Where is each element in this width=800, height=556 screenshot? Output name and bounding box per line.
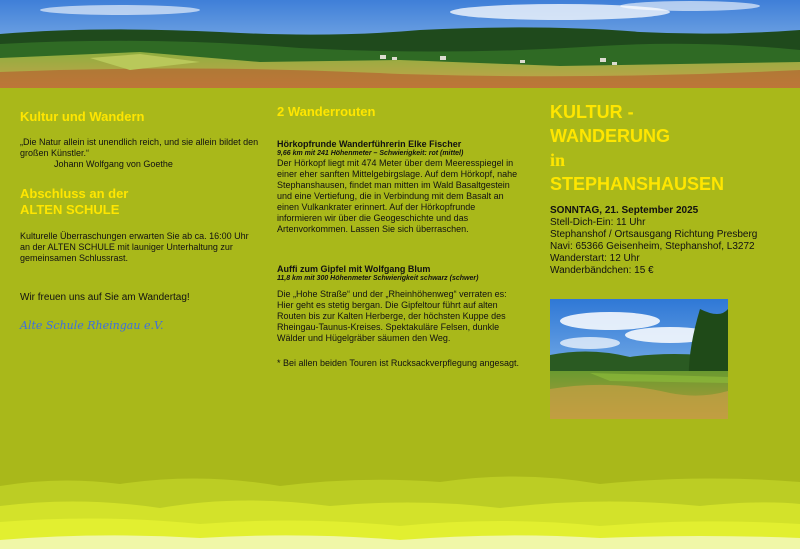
- info-wanderbaendchen: Wanderbändchen: 15 €: [550, 265, 654, 276]
- signature-alte-schule: Alte Schule Rheingau e.V.: [20, 319, 164, 332]
- title-wanderung: WANDERUNG: [550, 126, 670, 146]
- rucksack-note: * Bei allen beiden Touren ist Rucksackverpflegung angesagt.: [277, 358, 519, 368]
- abschluss-text: Kulturelle Überraschungen erwarten Sie ab ca. 16:00 Uhr an der ALTEN SCHULE mit launiger Unterhaltung zur gemeinsamen Schlussrast.: [20, 231, 249, 263]
- abschluss-heading-1: Abschluss an der: [20, 186, 129, 201]
- routes-heading: 2 Wanderrouten: [277, 104, 376, 119]
- goethe-quote: „Die Natur allein ist unendlich reich, und sie allein bildet den großen Künstler.“: [20, 137, 259, 158]
- bottom-mountain-decoration: [0, 446, 800, 556]
- route1-text: Der Hörkopf liegt mit 474 Meter über dem Meeresspiegel in einer eher sanften Mittelgebirgslage. Auf dem Hörkopf, nahe Stephanshausen, findet man mitten im Wald Basaltgestein und eine Vertiefung, die in Verbindung mit dem Basalt an einen Vulkankrater erinnert. Auf der Hörkopfrunde informieren wir über die Geogeschichte und das Artenvorkommen. Lassen Sie sich überraschen.: [277, 158, 518, 234]
- middle-column: [277, 88, 522, 369]
- route2-subtitle: 11,8 km mit 300 Höhenmeter Schwierigkeit schwarz (schwer): [277, 275, 479, 282]
- info-stephanshof: Stephanshof / Ortsausgang Richtung Presberg: [550, 229, 758, 240]
- route2-title: Auffi zum Gipfel mit Wolfgang Blum: [277, 264, 431, 274]
- route2-text: Die „Hohe Straße“ und der „Rheinhöhenweg“ verraten es: Hier geht es stetig bergan. Die Gipfeltour führt auf alten Routen bis zur Kalten Herberge, der höchsten Kuppe des Rheingau-Taunus-Kreises. Spektakuläre Felsen, dunkle Wälder und Hügelgräber säumen den Weg.: [277, 289, 507, 343]
- meadow-photo: [550, 299, 728, 419]
- title-stephanshausen: STEPHANSHAUSEN: [550, 174, 725, 194]
- left-column: [20, 88, 260, 332]
- title-kultur: KULTUR -: [550, 102, 634, 122]
- route1-title: Hörkopfrunde Wanderführerin Elke Fischer: [277, 139, 462, 149]
- info-wanderstart: Wanderstart: 12 Uhr: [550, 253, 640, 264]
- freuen-text: Wir freuen uns auf Sie am Wandertag!: [20, 292, 190, 303]
- info-stell-dich-ein: Stell-Dich-Ein: 11 Uhr: [550, 217, 646, 228]
- right-column: [550, 88, 795, 419]
- title-in: in: [550, 150, 566, 170]
- info-navi: Navi: 65366 Geisenheim, Stephanshof, L3272: [550, 241, 755, 252]
- event-date: SONNTAG, 21. September 2025: [550, 205, 699, 216]
- kultur-heading: Kultur und Wandern: [20, 109, 145, 124]
- quote-author: Johann Wolfgang von Goethe: [54, 159, 173, 169]
- abschluss-heading-2: ALTEN SCHULE: [20, 202, 120, 217]
- route1-subtitle: 9,66 km mit 241 Höhenmeter – Schwierigkeit: rot (mittel): [277, 150, 464, 157]
- landscape-banner-photo: [0, 0, 800, 88]
